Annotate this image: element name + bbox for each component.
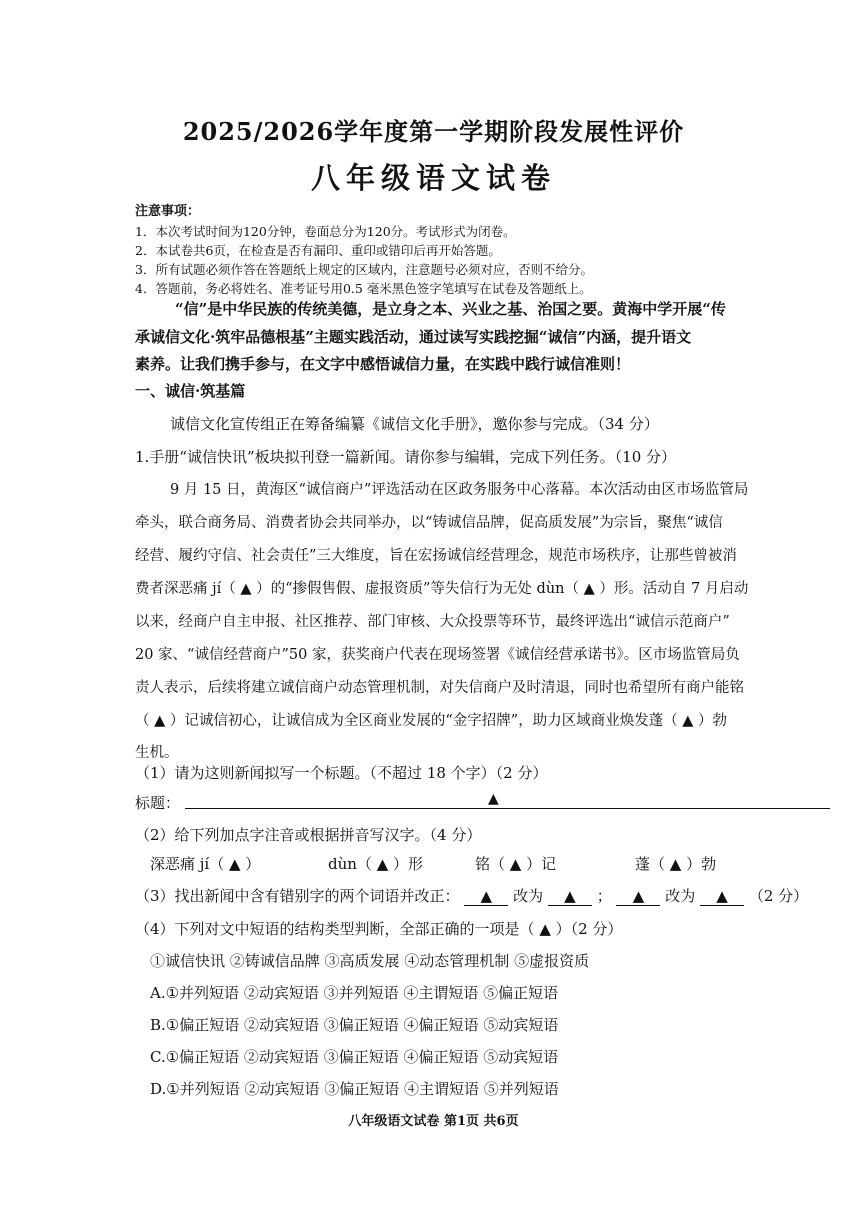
answer-mark: ▲	[488, 791, 499, 807]
exam-subtitle: 八年级语文试卷	[310, 161, 556, 195]
news-line: 9 月 15 日，黄海区“诚信商户”评选活动在区政务服务中心落幕。本次活动由区市场监管局	[170, 482, 749, 498]
question-1-1: （1）请为这则新闻拟写一个标题。（不超过 18 个字）（2 分）	[135, 764, 548, 782]
section-heading: 一、诚信·筑基篇	[135, 382, 246, 400]
news-line: （ ▲ ）记诚信初心，让诚信成为全区商业发展的“金字招牌”，助力区域商业焕发蓬（ ▲ ）勃	[135, 713, 728, 729]
page-footer: 八年级语文试卷 第1页 共6页	[348, 1114, 519, 1129]
correct-word-blank-1[interactable]: ▲	[548, 887, 592, 906]
note-item: 1．本次考试时间为120分钟，卷面总分为120分。考试形式为闭卷。	[135, 224, 516, 239]
note-item: 4．答题前，务必将姓名、准考证号用0.5 毫米黑色签字笔填写在试卷及答题纸上。	[135, 281, 592, 296]
title-label: 标题：	[135, 794, 181, 812]
option-d[interactable]: D.①并列短语 ②动宾短语 ③偏正短语 ④主谓短语 ⑤并列短语	[150, 1080, 559, 1098]
news-line: 牵头，联合商务局、消费者协会共同举办，以“铸诚信品牌，促高质发展”为宗旨，聚焦“诚信	[135, 515, 723, 531]
note-item: 3．所有试题必须作答在答题纸上规定的区域内，注意题号必须对应，否则不给分。	[135, 262, 593, 277]
wrong-word-blank-2[interactable]: ▲	[616, 887, 660, 906]
title-answer-line[interactable]	[185, 808, 830, 809]
news-line: 经营、履约守信、社会责任”三大维度，旨在宏扬诚信经营理念，规范市场秩序，让那些曾被消	[135, 548, 737, 564]
intro-line: 素养。让我们携手参与，在文字中感悟诚信力量，在实践中践行诚信准则！	[135, 355, 631, 373]
question-1-3	[135, 885, 808, 906]
note-item: 2．本试卷共6页，在检查是否有漏印、重印或错印后再开始答题。	[135, 243, 501, 258]
separator: ；	[596, 887, 612, 905]
question-1: 1.手册“诚信快讯”板块拟刊登一篇新闻。请你参与编辑，完成下列任务。（10 分）	[135, 448, 677, 466]
correct-word-blank-2[interactable]: ▲	[700, 887, 744, 906]
news-line: 以来，经商户自主申报、社区推荐、部门审核、大众投票等环节，最终评选出“诚信示范商户”	[135, 614, 730, 630]
change-label: 改为	[513, 887, 544, 905]
option-c[interactable]: C.①偏正短语 ②动宾短语 ③偏正短语 ④偏正短语 ⑤动宾短语	[150, 1048, 559, 1066]
question-1-4: （4）下列对文中短语的结构类型判断，全部正确的一项是（ ▲ ）（2 分）	[135, 920, 623, 938]
exam-title: 2025/2026学年度第一学期阶段发展性评价	[182, 117, 685, 146]
news-line: 责人表示，后续将建立诚信商户动态管理机制，对失信商户及时清退，同时也希望所有商户能铭	[135, 680, 744, 696]
phrase-list: ①诚信快讯 ②铸诚信品牌 ③高质发展 ④动态管理机制 ⑤虚报资质	[150, 952, 590, 970]
news-line: 20 家、“诚信经营商户”50 家，获奖商户代表在现场签署《诚信经营承诺书》。区市场监管局负	[135, 647, 740, 663]
pinyin-item: dùn（ ▲ ）形	[328, 855, 423, 873]
question-1-2: （2）给下列加点字注音或根据拼音写汉字。（4 分）	[135, 826, 482, 844]
pinyin-item: 铭（ ▲ ）记	[475, 855, 557, 873]
score: （2 分）	[748, 887, 809, 905]
option-b[interactable]: B.①偏正短语 ②动宾短语 ③偏正短语 ④偏正短语 ⑤动宾短语	[150, 1016, 559, 1034]
wrong-word-blank-1[interactable]: ▲	[464, 887, 508, 906]
notes-heading: 注意事项：	[135, 204, 201, 219]
intro-line: “信”是中华民族的传统美德，是立身之本、兴业之基、治国之要。黄海中学开展“传	[175, 300, 726, 318]
news-line: 生机。	[135, 745, 179, 761]
pinyin-item: 蓬（ ▲ ）勃	[635, 855, 717, 873]
pinyin-item: 深恶痛 jí（ ▲ ）	[150, 855, 261, 873]
option-a[interactable]: A.①并列短语 ②动宾短语 ③并列短语 ④主谓短语 ⑤偏正短语	[150, 984, 559, 1002]
section-lead: 诚信文化宣传组正在筹备编纂《诚信文化手册》，邀你参与完成。（34 分）	[170, 415, 659, 433]
change-label: 改为	[665, 887, 696, 905]
intro-line: 承诚信文化·筑牢品德根基”主题实践活动，通过读写实践挖掘“诚信”内涵，提升语文	[135, 328, 692, 346]
news-line: 费者深恶痛 jí（ ▲ ）的“掺假售假、虚报资质”等失信行为无处 dùn（ ▲ ）形。活动自 7 月启动	[135, 581, 749, 597]
question-1-3-prompt: （3）找出新闻中含有错别字的两个词语并改正：	[135, 887, 460, 905]
